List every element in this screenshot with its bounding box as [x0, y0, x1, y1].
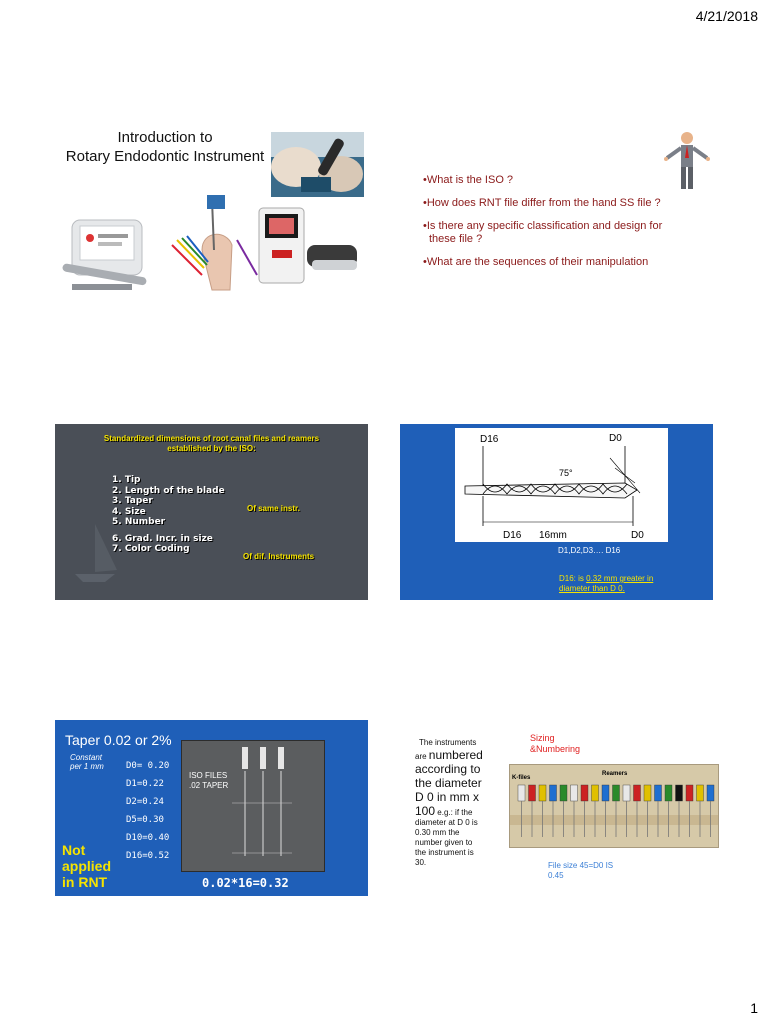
label-d16-top: D16: [480, 434, 499, 445]
iso-item: 3. Taper: [112, 496, 153, 506]
color-coded-files-photo: [509, 764, 719, 848]
question-item: •How does RNT file differ from the hand SS file ?: [423, 197, 661, 209]
constant-line-2: per 1 mm: [70, 762, 104, 771]
numbering-word: e.g.: if the: [437, 808, 473, 817]
handpiece-photo: [271, 132, 364, 197]
diameter-caption: D1,D2,D3…. D16: [558, 546, 621, 555]
taper-value: D0= 0.20: [126, 761, 170, 771]
iso-dimensions-slide: [55, 424, 368, 600]
numbering-word: are: [415, 752, 427, 761]
question-item-continued: these file ?: [429, 233, 483, 245]
iso-item: 4. Size: [112, 506, 146, 517]
iso-item: 6. Grad. Incr. in size: [112, 533, 213, 544]
question-item: •What are the sequences of their manipulation: [423, 256, 649, 268]
file-size-line-1: File size 45=D0 IS: [548, 861, 614, 870]
file-handle: [602, 785, 609, 801]
taper-title: Taper 0.02 or 2%: [65, 732, 172, 748]
iso-slide-title: Standardized dimensions of root canal files and reamers established by the ISO:: [103, 434, 320, 453]
file-handle: [634, 785, 641, 801]
rotary-equipment-illustration: [62, 190, 362, 300]
taper-value: D1=0.22: [126, 779, 164, 789]
page-number: 1: [750, 1000, 758, 1016]
file-handle: [592, 785, 599, 801]
numbering-line: number given to: [415, 838, 473, 847]
taper-value: D10=0.40: [126, 833, 170, 843]
taper-value: D16=0.52: [126, 851, 170, 861]
sizing-numbering-title: [530, 733, 580, 755]
numbering-line: 30.: [415, 858, 427, 867]
file-handle: [697, 785, 704, 801]
question-list: [423, 174, 723, 279]
question-item: •What is the ISO ?: [423, 174, 514, 186]
iso-dimension-list: [112, 475, 225, 555]
numbering-line: according to: [415, 762, 481, 776]
file-handle: [707, 785, 714, 801]
label-d0-bottom: D0: [631, 530, 644, 541]
d16-note-underlined: 0.32 mm greater in diameter than D 0.: [559, 574, 654, 593]
numbering-line: D 0 in mm x: [415, 790, 480, 804]
file-handle: [623, 785, 630, 801]
file-diagram-slide: [400, 424, 713, 600]
k-file-diagram: [455, 428, 668, 542]
taper-values: [126, 757, 169, 865]
iso-item: 7. Color Coding: [112, 544, 190, 554]
not-applied-line-1: Not: [62, 842, 86, 858]
numbering-line: [415, 748, 493, 762]
numbering-line: The instruments: [419, 738, 477, 747]
file-handle: [613, 785, 620, 801]
files-drawing: [510, 765, 718, 847]
sizing-line-1: Sizing: [530, 733, 555, 743]
numbering-line: the diameter: [415, 776, 482, 790]
numbering-line: [415, 804, 493, 818]
taper-slide: [55, 720, 368, 896]
iso-item: 1. Tip: [112, 475, 141, 485]
slide-date: 4/21/2018: [695, 8, 758, 24]
numbering-line: the instrument is: [415, 848, 474, 857]
iso-files-photo: [181, 740, 325, 872]
file-handle: [518, 785, 525, 801]
iso-item: 5. Number: [112, 517, 166, 527]
constant-line-1: Constant: [70, 753, 103, 762]
file-handle: [686, 785, 693, 801]
file-handle: [676, 785, 683, 801]
file-handle: [655, 785, 662, 801]
label-length: 16mm: [539, 530, 567, 541]
label-angle: 75°: [559, 468, 573, 478]
iso-label-line-1: ISO FILES: [189, 771, 228, 780]
file-handle: [665, 785, 672, 801]
title-line-1: Introduction to: [117, 129, 213, 146]
label-d0-top: D0: [609, 433, 622, 444]
not-applied-line-3: in RNT: [62, 874, 108, 890]
kfiles-label: K-files: [512, 775, 531, 781]
file-handle: [539, 785, 546, 801]
slide-title: [55, 128, 275, 166]
iso-files-drawing: [182, 741, 324, 871]
iso-label-line-2: .02 TAPER: [189, 781, 229, 790]
note-different-instruments: Of dif. Instruments: [243, 552, 315, 561]
file-size-note: [548, 861, 613, 881]
not-applied-note: [62, 842, 111, 890]
reamers-label: Reamers: [602, 771, 628, 777]
numbering-line: 0.30 mm the: [415, 828, 460, 837]
iso-item: 2. Length of the blade: [112, 485, 225, 496]
file-diagram-panel: [455, 428, 668, 542]
numbering-word: numbered: [428, 748, 483, 762]
label-d16-bottom: D16: [503, 530, 522, 541]
note-same-instrument: Of same instr.: [247, 504, 300, 513]
numbering-word: 100: [415, 804, 436, 818]
file-handle: [560, 785, 567, 801]
file-handle: [571, 785, 578, 801]
taper-value: D5=0.30: [126, 815, 164, 825]
file-handle: [529, 785, 536, 801]
taper-formula: 0.02*16=0.32: [202, 876, 289, 890]
file-handle: [550, 785, 557, 801]
question-item: •Is there any specific classification and design for: [423, 220, 663, 232]
not-applied-line-2: applied: [62, 858, 112, 874]
d16-note: [559, 574, 669, 594]
file-handle: [581, 785, 588, 801]
file-handle: [644, 785, 651, 801]
taper-value: D2=0.24: [126, 797, 164, 807]
constant-note: [70, 753, 104, 771]
d16-note-prefix: D16: is: [559, 574, 587, 583]
numbering-description: [415, 738, 493, 868]
file-size-line-2: 0.45: [548, 871, 564, 880]
sizing-line-2: &Numbering: [530, 744, 581, 754]
numbering-line: diameter at D 0 is: [415, 818, 478, 827]
title-line-2: Rotary Endodontic Instrument: [65, 148, 265, 165]
